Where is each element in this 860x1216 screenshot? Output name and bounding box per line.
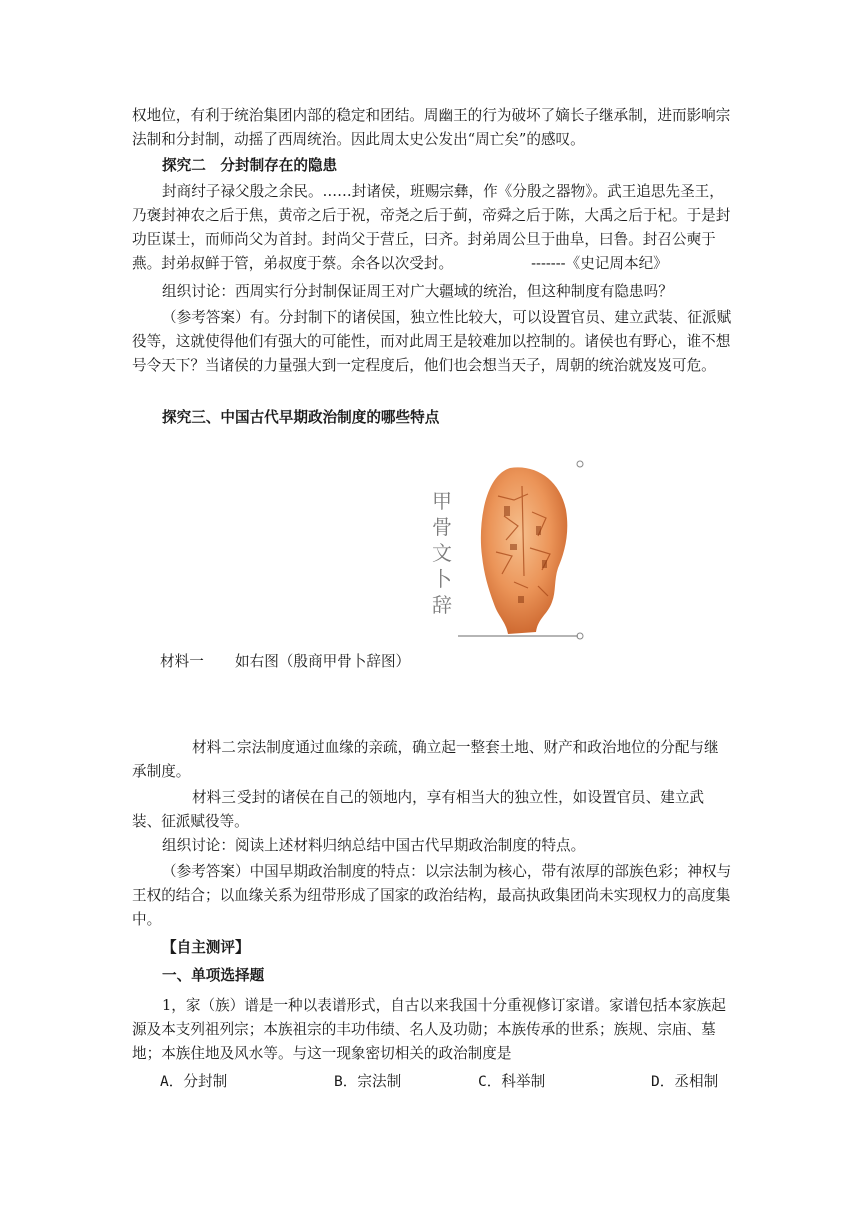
material-one xyxy=(160,650,720,674)
material-two-label: 材料二 xyxy=(192,739,236,756)
figure-caption-char-1: 甲 xyxy=(432,489,452,513)
option-a[interactable]: A．分封制 xyxy=(160,1073,228,1090)
section-single-choice: 一、单项选择题 xyxy=(162,967,265,984)
figure-caption-char-2: 骨 xyxy=(432,515,452,539)
heading-explore-three: 探究三、中国古代早期政治制度的哪些特点 xyxy=(162,409,440,426)
material-three-label: 材料三 xyxy=(192,789,236,806)
option-c[interactable]: C．科举制 xyxy=(478,1073,546,1090)
option-d[interactable]: D．丞相制 xyxy=(651,1073,719,1090)
figure-caption-char-3: 文 xyxy=(432,541,452,565)
material-one-label: 材料一 xyxy=(160,653,204,670)
answer-one: （参考答案）有。分封制下的诸侯国，独立性比较大，可以设置官员、建立武装、征派赋役等，这就使得他们有强大的可能性，而对此周王是较难加以控制的。诸侯也有野心，谁不想号令天下？当诸侯的力量强大到一定程度后，他们也会想当天子，周朝的统治就岌岌可危。 xyxy=(132,309,732,374)
figure-caption-char-5: 辞 xyxy=(432,593,452,617)
heading-explore-two: 探究二 分封制存在的隐患 xyxy=(162,157,338,174)
discussion-one: 组织讨论：西周实行分封制保证周王对广大疆域的统治，但这种制度有隐患吗？ xyxy=(162,283,673,300)
oracle-bone-image xyxy=(418,456,590,648)
material-two-text: 宗法制度通过血缘的亲疏，确立起一整套土地、财产和政治地位的分配与继承制度。 xyxy=(132,739,719,780)
discussion-two: 组织讨论：阅读上述材料归纳总结中国古代早期政治制度的特点。 xyxy=(162,837,586,854)
quote-shiji xyxy=(132,180,732,276)
material-three xyxy=(132,786,732,834)
answer-two: （参考答案）中国早期政治制度的特点：以宗法制为核心，带有浓厚的部族色彩；神权与王权的结合；以血缘关系为纽带形成了国家的政治结构，最高执政集团尚未实现权力的高度集中。 xyxy=(132,863,732,928)
material-one-text: 如右图（殷商甲骨卜辞图） xyxy=(235,653,411,670)
material-two xyxy=(132,736,732,784)
quote-source: -------《史记周本纪》 xyxy=(531,255,668,272)
figure-caption-char-4: 卜 xyxy=(432,567,452,591)
paragraph-conclusion: 权地位，有利于统治集团内部的稳定和团结。周幽王的行为破坏了嫡长子继承制，进而影响宗法制和分封制，动摇了西周统治。因此周太史公发出“周亡矣”的感叹。 xyxy=(132,107,731,148)
self-test-heading: 【自主测评】 xyxy=(162,939,250,956)
option-b[interactable]: B．宗法制 xyxy=(334,1073,402,1090)
quote-text: 封商纣子禄父殷之余民。……封诸侯，班赐宗彝，作《分殷之器物》。武王追思先圣王，乃褒封神农之后于焦，黄帝之后于祝，帝尧之后于蓟，帝舜之后于陈，大禹之后于杞。于是封功臣谋士，而师尚父为首封。封尚父于营丘，曰齐。封弟周公旦于曲阜，曰鲁。封召公奭于燕。封弟叔鲜于管，弟叔度于蔡。余各以次受封。 xyxy=(132,183,731,272)
material-three-text: 受封的诸侯在自己的领地内，享有相当大的独立性，如设置官员、建立武装、征派赋役等。 xyxy=(132,789,705,830)
question-one: 1，家（族）谱是一种以表谱形式，自古以来我国十分重视修订家谱。家谱包括本家族起源及本支列祖列宗；本族祖宗的丰功伟绩、名人及功勋；本族传承的世系；族规、宗庙、墓地；本族住地及风水等。与这一现象密切相关的政治制度是 xyxy=(132,997,726,1062)
oracle-bone-figure xyxy=(418,456,590,648)
